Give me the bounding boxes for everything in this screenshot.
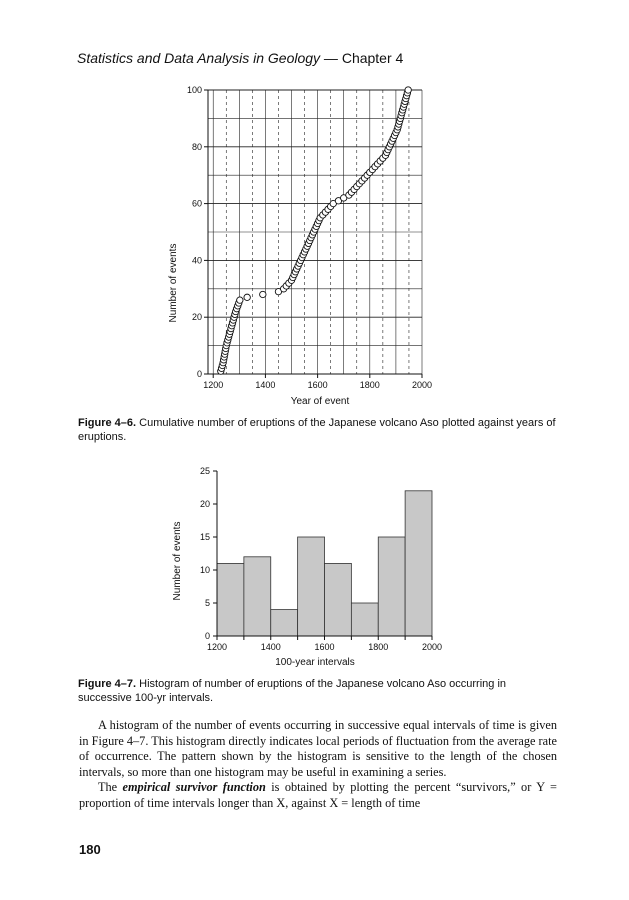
x-tick-label: 2000	[421, 642, 443, 652]
data-point	[260, 291, 266, 297]
p2-pre: The	[98, 780, 123, 795]
y-tick-label: 80	[191, 141, 202, 152]
x-tick-label: 1400	[260, 642, 281, 652]
key-term: empirical survivor function	[122, 780, 266, 795]
histogram-bar	[244, 557, 271, 636]
figure-4-7-chart	[160, 456, 460, 671]
caption-label: Figure 4–7.	[78, 678, 137, 690]
y-axis-label: Number of events	[172, 521, 183, 601]
y-tick-label: 25	[199, 466, 210, 476]
header-separator: —	[320, 50, 342, 66]
y-tick-label: 5	[204, 598, 210, 608]
caption-text: Cumulative number of eruptions of the Japanese volcano Aso plotted against years of eruptions.	[78, 417, 556, 443]
x-tick-label: 1600	[307, 380, 328, 390]
histogram-bar	[405, 491, 432, 636]
y-tick-label: 40	[191, 255, 202, 266]
x-tick-label: 1200	[206, 642, 228, 652]
figure-4-6-chart	[150, 78, 450, 408]
page-number: 180	[79, 842, 101, 857]
y-tick-label: 60	[191, 198, 202, 209]
y-tick-label: 10	[199, 565, 210, 575]
x-axis-label: Year of event	[290, 396, 350, 407]
running-header	[77, 50, 403, 66]
figure-4-7-caption	[78, 677, 558, 705]
x-tick-label: 1200	[203, 380, 224, 390]
chapter-label: Chapter 4	[341, 50, 404, 66]
y-tick-label: 20	[191, 312, 202, 323]
paragraph-2	[79, 780, 557, 811]
data-point	[244, 294, 250, 300]
y-tick-label: 0	[204, 631, 210, 641]
paragraph-1: A histogram of the number of events occurring in successive equal intervals of time is given in Figure 4–7. This histogram directly indicates local periods of fluctuation from the average rate of occurrence. The pattern shown by the histogram is sensitive to the length of the chosen intervals, so more than one histogram may be useful in examining a series.	[79, 718, 557, 779]
histogram-bar	[298, 537, 325, 636]
data-point	[237, 297, 243, 303]
x-tick-label: 2000	[411, 380, 433, 390]
x-tick-label: 1800	[359, 380, 380, 390]
x-axis-label: 100-year intervals	[275, 657, 355, 668]
caption-label: Figure 4–6.	[78, 417, 137, 429]
y-tick-label: 100	[186, 85, 202, 95]
data-point	[405, 87, 411, 93]
histogram-bar	[217, 563, 244, 636]
y-axis-label: Number of events	[168, 243, 179, 323]
x-tick-label: 1400	[255, 380, 276, 390]
histogram-bar	[325, 563, 352, 636]
y-tick-label: 15	[199, 532, 210, 542]
body-text	[79, 718, 557, 812]
histogram-bar	[378, 537, 405, 636]
book-title: Statistics and Data Analysis in Geology	[77, 50, 321, 66]
histogram-bar	[271, 610, 298, 636]
y-tick-label: 20	[199, 499, 210, 509]
y-tick-label: 0	[196, 369, 202, 379]
x-tick-label: 1600	[314, 642, 335, 652]
figure-4-6-caption	[78, 416, 558, 444]
p2-post: is obtained by plotting the percent “survivors,” or Y = proportion of time intervals longer than X, against X = length of time	[79, 780, 557, 810]
histogram-bar	[351, 603, 378, 636]
caption-text: Histogram of number of eruptions of the Japanese volcano Aso occurring in successive 100-yr intervals.	[78, 678, 507, 704]
x-tick-label: 1800	[368, 642, 389, 652]
